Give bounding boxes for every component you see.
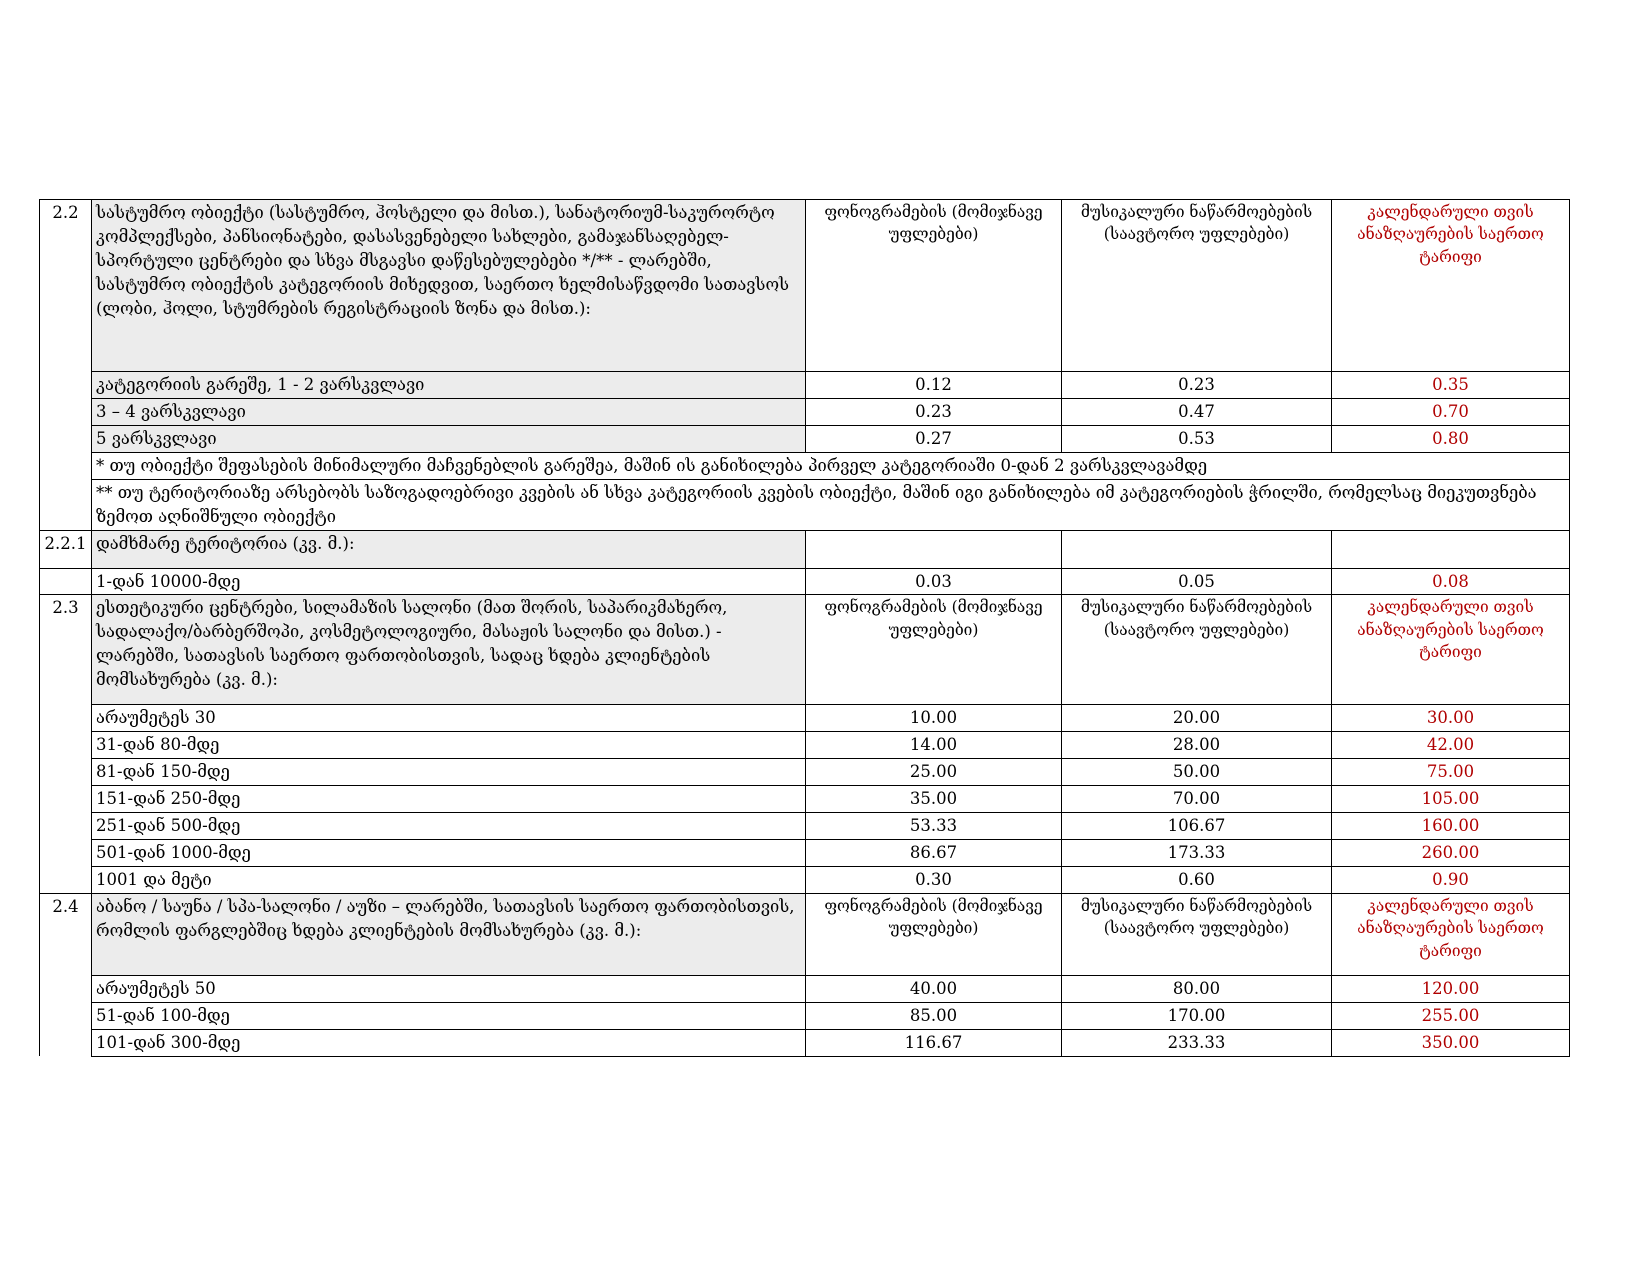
- total-tariff-value: 0.80: [1332, 425, 1570, 452]
- total-tariff-value: 160.00: [1332, 813, 1570, 840]
- section-header-row: [40, 530, 1570, 568]
- footnote-1: * თუ ობიექტი შეფასების მინიმალური მაჩვენებლის გარეშეა, მაშინ ის განიხილება პირველ კატეგორიაში 0-დან 2 ვარსკვლავამდე: [92, 452, 1570, 479]
- header-phonograms: ფონოგრამების (მომიჯნავე უფლებები): [806, 200, 1062, 372]
- section-header-row: [40, 595, 1570, 705]
- row-label: 251-დან 500-მდე: [92, 813, 806, 840]
- phonograms-value: 14.00: [806, 732, 1062, 759]
- musical-works-value: 50.00: [1062, 759, 1332, 786]
- musical-works-value: 173.33: [1062, 840, 1332, 867]
- section-title: სასტუმრო ობიექტი (სასტუმრო, ჰოსტელი და მისთ.), სანატორიუმ-საკურორტო კომპლექსები, პანსიონატები, დასასვენებელი სახლები, გამაჯანსაღებელ-სპორტული ცენტრები და სხვა მსგავსი დაწესებულებები */** - ლარებში, სასტუმრო ობიექტის კატეგორიის მიხედვით, საერთო ხელმისაწვდომი სათავსოს (ლობი, ჰოლი, სტუმრების რეგისტრაციის ზონა და მისთ.):: [92, 200, 806, 372]
- total-tariff-value: 0.35: [1332, 372, 1570, 399]
- row-label: 1-დან 10000-მდე: [92, 568, 806, 595]
- empty-cell: [806, 530, 1062, 568]
- section-title: დამხმარე ტერიტორია (კვ. მ.):: [92, 530, 806, 568]
- musical-works-value: 0.23: [1062, 372, 1332, 399]
- table-row: [40, 425, 1570, 452]
- table-row: [40, 398, 1570, 425]
- row-label: 81-დან 150-მდე: [92, 759, 806, 786]
- phonograms-value: 0.30: [806, 866, 1062, 893]
- musical-works-value: 170.00: [1062, 1002, 1332, 1029]
- empty-cell: [1062, 530, 1332, 568]
- header-total-tariff: კალენდარული თვის ანაზღაურების საერთო ტარიფი: [1332, 595, 1570, 705]
- header-phonograms: ფონოგრამების (მომიჯნავე უფლებები): [806, 893, 1062, 975]
- musical-works-value: 28.00: [1062, 732, 1332, 759]
- row-label: 5 ვარსკვლავი: [92, 425, 806, 452]
- tariff-table: [39, 199, 1570, 1057]
- section-number: 2.2: [40, 200, 92, 531]
- row-label: 101-დან 300-მდე: [92, 1029, 806, 1056]
- musical-works-value: 20.00: [1062, 705, 1332, 732]
- phonograms-value: 35.00: [806, 786, 1062, 813]
- footnote-2: ** თუ ტერიტორიაზე არსებობს საზოგადოებრივი კვების ან სხვა კატეგორიის კვების ობიექტი, მაშინ იგი განიხილება იმ კატეგორიების ჭრილში, რომელსაც მიეკუთვნება ზემოთ აღნიშნული ობიექტი: [92, 479, 1570, 530]
- musical-works-value: 0.53: [1062, 425, 1332, 452]
- section-number: 2.3: [40, 595, 92, 893]
- musical-works-value: 80.00: [1062, 975, 1332, 1002]
- total-tariff-value: 120.00: [1332, 975, 1570, 1002]
- row-label: 3 – 4 ვარსკვლავი: [92, 398, 806, 425]
- musical-works-value: 0.47: [1062, 398, 1332, 425]
- phonograms-value: 0.03: [806, 568, 1062, 595]
- section-title: აბანო / საუნა / სპა-სალონი / აუზი – ლარებში, სათავსის საერთო ფართობისთვის, რომლის ფარგლებშიც ხდება კლიენტების მომსახურება (კვ. მ.):: [92, 893, 806, 975]
- note-row: [40, 452, 1570, 479]
- phonograms-value: 85.00: [806, 1002, 1062, 1029]
- section-number: 2.2.1: [40, 530, 92, 568]
- table-row: [40, 705, 1570, 732]
- total-tariff-value: 260.00: [1332, 840, 1570, 867]
- total-tariff-value: 255.00: [1332, 1002, 1570, 1029]
- table-row: [40, 732, 1570, 759]
- total-tariff-value: 75.00: [1332, 759, 1570, 786]
- note-row: [40, 479, 1570, 530]
- total-tariff-value: 350.00: [1332, 1029, 1570, 1056]
- total-tariff-value: 105.00: [1332, 786, 1570, 813]
- phonograms-value: 116.67: [806, 1029, 1062, 1056]
- phonograms-value: 10.00: [806, 705, 1062, 732]
- table-row: [40, 866, 1570, 893]
- table-row: [40, 759, 1570, 786]
- empty-cell: [1332, 530, 1570, 568]
- phonograms-value: 0.23: [806, 398, 1062, 425]
- table-row: [40, 568, 1570, 595]
- row-label: არაუმეტეს 30: [92, 705, 806, 732]
- table-row: [40, 813, 1570, 840]
- row-label: 31-დან 80-მდე: [92, 732, 806, 759]
- header-musical-works: მუსიკალური ნაწარმოებების (საავტორო უფლებები): [1062, 893, 1332, 975]
- musical-works-value: 0.05: [1062, 568, 1332, 595]
- table-row: [40, 1029, 1570, 1056]
- phonograms-value: 25.00: [806, 759, 1062, 786]
- phonograms-value: 40.00: [806, 975, 1062, 1002]
- table-row: [40, 372, 1570, 399]
- musical-works-value: 0.60: [1062, 866, 1332, 893]
- total-tariff-value: 30.00: [1332, 705, 1570, 732]
- table-row: [40, 975, 1570, 1002]
- header-musical-works: მუსიკალური ნაწარმოებების (საავტორო უფლებები): [1062, 200, 1332, 372]
- section-header-row: [40, 200, 1570, 372]
- row-label: კატეგორიის გარეშე, 1 - 2 ვარსკვლავი: [92, 372, 806, 399]
- header-phonograms: ფონოგრამების (მომიჯნავე უფლებები): [806, 595, 1062, 705]
- header-total-tariff: კალენდარული თვის ანაზღაურების საერთო ტარიფი: [1332, 893, 1570, 975]
- table-row: [40, 1002, 1570, 1029]
- header-total-tariff: კალენდარული თვის ანაზღაურების საერთო ტარიფი: [1332, 200, 1570, 372]
- musical-works-value: 70.00: [1062, 786, 1332, 813]
- row-label: არაუმეტეს 50: [92, 975, 806, 1002]
- total-tariff-value: 0.70: [1332, 398, 1570, 425]
- section-header-row: [40, 893, 1570, 975]
- phonograms-value: 53.33: [806, 813, 1062, 840]
- total-tariff-value: 0.08: [1332, 568, 1570, 595]
- total-tariff-value: 42.00: [1332, 732, 1570, 759]
- table-row: [40, 786, 1570, 813]
- table-row: [40, 840, 1570, 867]
- total-tariff-value: 0.90: [1332, 866, 1570, 893]
- header-musical-works: მუსიკალური ნაწარმოებების (საავტორო უფლებები): [1062, 595, 1332, 705]
- phonograms-value: 0.12: [806, 372, 1062, 399]
- section-number: 2.4: [40, 893, 92, 1056]
- row-label: 1001 და მეტი: [92, 866, 806, 893]
- row-label: 151-დან 250-მდე: [92, 786, 806, 813]
- musical-works-value: 233.33: [1062, 1029, 1332, 1056]
- empty-number-cell: [40, 568, 92, 595]
- section-title: ესთეტიკური ცენტრები, სილამაზის სალონი (მათ შორის, საპარიკმახერო, სადალაქო/ბარბერშოპი, კოსმეტოლოგიური, მასაჟის სალონი და მისთ.) - ლარებში, სათავსის საერთო ფართობისთვის, სადაც ხდება კლიენტების მომსახურება (კვ. მ.):: [92, 595, 806, 705]
- phonograms-value: 0.27: [806, 425, 1062, 452]
- musical-works-value: 106.67: [1062, 813, 1332, 840]
- row-label: 501-დან 1000-მდე: [92, 840, 806, 867]
- phonograms-value: 86.67: [806, 840, 1062, 867]
- row-label: 51-დან 100-მდე: [92, 1002, 806, 1029]
